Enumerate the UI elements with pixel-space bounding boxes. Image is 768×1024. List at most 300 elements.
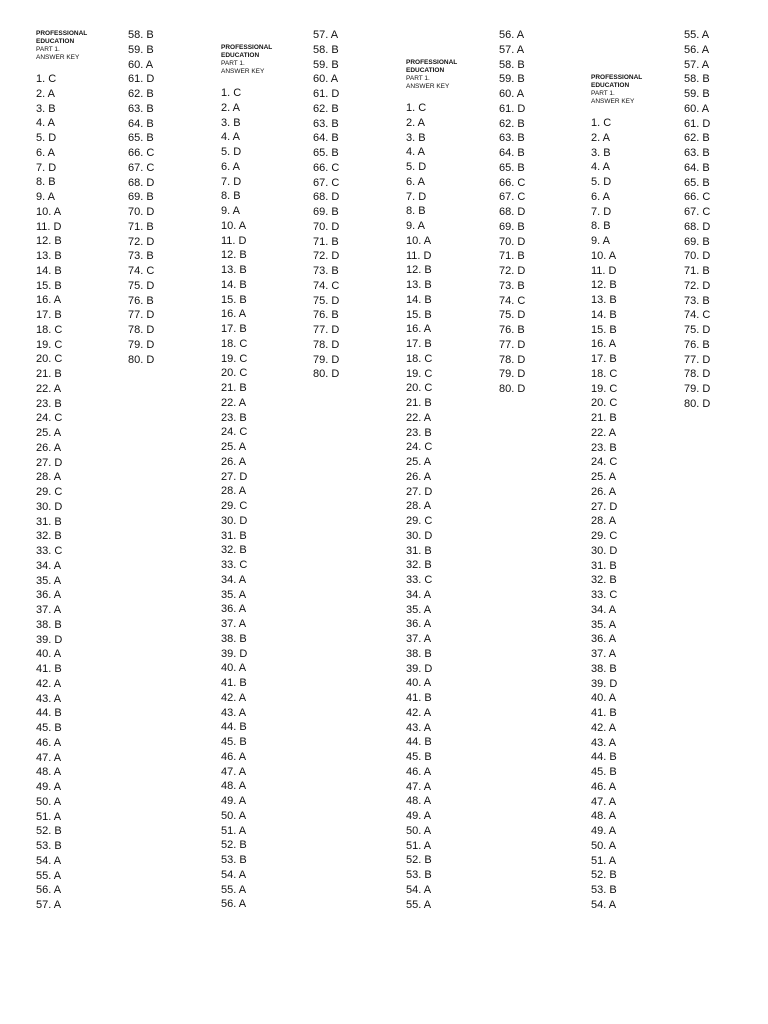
answer-item: 42. A xyxy=(591,721,617,734)
answer-item: 11. D xyxy=(406,249,432,262)
answer-item: 71. B xyxy=(128,220,154,233)
answer-item: 23. B xyxy=(221,411,247,424)
answer-item: 7. D xyxy=(221,175,242,188)
answer-item: 8. B xyxy=(591,220,611,233)
answer-item: 2. A xyxy=(36,87,55,100)
answer-item: 38. B xyxy=(406,647,432,660)
answer-item: 8. B xyxy=(221,190,241,203)
answer-item: 2. A xyxy=(406,116,425,129)
answer-item: 77. D xyxy=(684,353,711,366)
answer-item: 15. B xyxy=(36,279,62,292)
answer-item: 60. A xyxy=(684,102,710,115)
answer-item: 6. A xyxy=(406,175,425,188)
answer-item: 80. D xyxy=(684,397,711,410)
answer-item: 41. B xyxy=(221,677,247,689)
answer-item: 43. A xyxy=(36,692,62,705)
answer-item: 53. B xyxy=(406,869,432,881)
answer-item: 41. B xyxy=(406,692,432,704)
answer-item: 4. A xyxy=(36,117,55,130)
header-subtitle: ANSWER KEY xyxy=(591,98,635,105)
answer-item: 61. D xyxy=(684,117,711,130)
answer-item: 1. C xyxy=(591,117,612,129)
answer-item: 4. A xyxy=(406,146,425,159)
answer-item: 39. D xyxy=(406,662,433,675)
answer-item: 27. D xyxy=(591,500,618,513)
answer-item: 61. D xyxy=(128,73,155,86)
key-header xyxy=(36,30,87,62)
answer-item: 22. A xyxy=(36,382,62,395)
answer-item: 48. A xyxy=(591,810,617,823)
answer-item: 30. D xyxy=(36,500,63,513)
answer-item: 45. B xyxy=(591,766,617,778)
answer-item: 78. D xyxy=(684,368,711,381)
answer-item: 45. B xyxy=(221,736,247,748)
answer-item: 74. C xyxy=(684,309,711,322)
answer-item: 56. A xyxy=(499,29,525,41)
answer-item: 55. A xyxy=(406,898,432,911)
answer-item: 62. B xyxy=(684,132,710,145)
answer-item: 21. B xyxy=(221,382,247,394)
answer-item: 53. B xyxy=(591,884,617,896)
answer-item: 17. B xyxy=(591,353,617,365)
answer-item: 25. A xyxy=(36,427,62,439)
answer-item: 21. B xyxy=(591,412,617,424)
answer-item: 11. D xyxy=(221,234,247,247)
answer-item: 38. B xyxy=(36,618,62,631)
header-subtitle: ANSWER KEY xyxy=(406,83,450,90)
answer-item: 19. C xyxy=(36,338,63,351)
answer-item: 5. D xyxy=(591,176,612,188)
answer-item: 31. B xyxy=(36,515,62,528)
answer-item: 55. A xyxy=(684,29,710,41)
answer-item: 78. D xyxy=(499,353,526,366)
answer-item: 41. B xyxy=(36,663,62,675)
answer-item: 13. B xyxy=(591,294,617,306)
answer-item: 34. A xyxy=(591,603,617,616)
answer-item: 10. A xyxy=(36,205,62,218)
answer-item: 16. A xyxy=(221,308,247,321)
answer-item: 14. B xyxy=(406,293,432,306)
answer-item: 30. D xyxy=(406,529,433,542)
answer-item: 49. A xyxy=(406,810,432,822)
answer-item: 14. B xyxy=(221,278,247,291)
answer-item: 72. D xyxy=(128,235,155,248)
answer-item: 30. D xyxy=(221,514,248,527)
answer-item: 52. B xyxy=(36,825,62,838)
answer-item: 3. B xyxy=(221,116,241,129)
answer-item: 45. B xyxy=(406,751,432,763)
answer-item: 64. B xyxy=(313,132,339,145)
answer-item: 11. D xyxy=(591,264,617,277)
answer-item: 23. B xyxy=(406,426,432,439)
answer-item: 62. B xyxy=(313,102,339,115)
answer-item: 63. B xyxy=(128,102,154,115)
answer-item: 18. C xyxy=(221,337,248,350)
answer-list xyxy=(406,101,457,912)
answer-item: 56. A xyxy=(36,884,62,897)
answer-item: 26. A xyxy=(36,441,62,454)
answer-item: 58. B xyxy=(313,43,339,56)
answer-item: 8. B xyxy=(36,176,56,189)
answer-item: 79. D xyxy=(313,353,340,366)
answer-item: 36. A xyxy=(36,589,62,602)
answer-item: 51. A xyxy=(591,854,617,867)
answer-item: 65. B xyxy=(313,147,339,159)
answer-item: 63. B xyxy=(684,147,710,159)
answer-item: 50. A xyxy=(221,809,247,822)
answer-item: 75. D xyxy=(684,324,711,336)
answer-item: 44. B xyxy=(221,721,247,734)
answer-item: 48. A xyxy=(36,766,62,779)
answer-item: 57. A xyxy=(499,43,525,56)
answer-item: 76. B xyxy=(313,309,339,322)
answer-item: 19. C xyxy=(221,352,248,365)
answer-item: 28. A xyxy=(591,515,617,528)
answer-item: 21. B xyxy=(36,368,62,380)
answer-item: 3. B xyxy=(591,146,611,159)
answer-item: 7. D xyxy=(406,190,427,203)
header-part: PART 1. xyxy=(221,60,245,67)
answer-item: 67. C xyxy=(499,191,526,204)
answer-item: 46. A xyxy=(591,780,617,793)
answer-item: 34. A xyxy=(221,573,247,586)
answer-item: 25. A xyxy=(406,456,432,468)
header-title-line1: PROFESSIONAL xyxy=(36,30,88,37)
answer-item: 9. A xyxy=(406,220,425,232)
answer-item: 20. C xyxy=(406,382,433,395)
answer-item: 16. A xyxy=(406,323,432,336)
answer-item: 36. A xyxy=(591,633,617,646)
answer-item: 32. B xyxy=(406,559,432,572)
answer-item: 24. C xyxy=(406,441,433,454)
answer-item: 40. A xyxy=(36,648,62,661)
header-part: PART 1. xyxy=(406,75,430,82)
answer-item: 65. B xyxy=(128,132,154,145)
answer-item: 35. A xyxy=(36,574,62,587)
answer-item: 43. A xyxy=(221,706,247,719)
answer-item: 24. C xyxy=(36,412,63,425)
answer-key-copy xyxy=(591,74,642,913)
answer-item: 17. B xyxy=(36,309,62,321)
answer-item: 51. A xyxy=(36,810,62,823)
answer-item: 56. A xyxy=(684,43,710,56)
answer-item: 22. A xyxy=(221,396,247,409)
answer-item: 6. A xyxy=(591,190,610,203)
answer-item: 29. C xyxy=(406,515,433,527)
answer-item: 70. D xyxy=(128,206,155,218)
answer-item: 25. A xyxy=(221,441,247,453)
answer-item: 63. B xyxy=(313,117,339,130)
answer-item: 54. A xyxy=(36,854,62,867)
answer-item: 65. B xyxy=(684,176,710,189)
answer-item: 75. D xyxy=(128,279,155,292)
answer-item: 5. D xyxy=(36,132,57,144)
answer-item: 36. A xyxy=(406,618,432,631)
answer-item: 49. A xyxy=(591,825,617,837)
answer-item: 58. B xyxy=(684,73,710,86)
answer-item: 46. A xyxy=(406,765,432,778)
answer-item: 40. A xyxy=(406,677,432,690)
answer-item: 76. B xyxy=(684,338,710,351)
answer-item: 35. A xyxy=(221,588,247,601)
answer-item: 60. A xyxy=(499,88,525,100)
answer-item: 55. A xyxy=(36,869,62,882)
answer-item: 73. B xyxy=(128,250,154,263)
answer-item: 22. A xyxy=(406,411,432,424)
answer-item: 70. D xyxy=(684,250,711,263)
answer-item: 34. A xyxy=(36,559,62,572)
answer-item: 37. A xyxy=(221,618,247,630)
answer-item: 26. A xyxy=(221,455,247,468)
answer-item: 52. B xyxy=(591,869,617,882)
answer-item: 2. A xyxy=(221,101,240,114)
answer-item: 10. A xyxy=(406,234,432,247)
answer-item: 79. D xyxy=(128,338,155,351)
answer-item: 49. A xyxy=(221,795,247,807)
answer-item: 67. C xyxy=(128,161,155,174)
answer-item: 7. D xyxy=(591,205,612,218)
answer-item: 68. D xyxy=(684,220,711,233)
answer-item: 15. B xyxy=(221,293,247,306)
answer-item: 59. B xyxy=(684,88,710,100)
answer-item: 60. A xyxy=(313,73,339,86)
answer-item: 28. A xyxy=(406,500,432,513)
answer-item: 12. B xyxy=(406,264,432,277)
answer-item: 19. C xyxy=(406,367,433,380)
answer-list-continued xyxy=(313,28,339,382)
answer-item: 71. B xyxy=(499,250,525,263)
header-title-line1: PROFESSIONAL xyxy=(406,59,458,66)
answer-item: 64. B xyxy=(684,161,710,174)
answer-item: 38. B xyxy=(591,662,617,675)
header-title-line2: EDUCATION xyxy=(406,67,445,74)
answer-item: 67. C xyxy=(684,206,711,218)
answer-item: 32. B xyxy=(36,530,62,543)
answer-item: 77. D xyxy=(313,324,340,336)
answer-item: 44. B xyxy=(406,736,432,749)
answer-item: 38. B xyxy=(221,632,247,645)
answer-item: 69. B xyxy=(684,235,710,248)
answer-item: 40. A xyxy=(221,662,247,675)
answer-item: 29. C xyxy=(221,500,248,512)
answer-list-continued xyxy=(499,28,525,397)
answer-item: 55. A xyxy=(221,883,247,896)
answer-key-copy xyxy=(221,44,272,912)
answer-item: 4. A xyxy=(591,161,610,174)
answer-item: 41. B xyxy=(591,707,617,719)
answer-item: 26. A xyxy=(406,470,432,483)
answer-item: 74. C xyxy=(499,294,526,307)
answer-item: 37. A xyxy=(36,604,62,616)
answer-item: 74. C xyxy=(313,279,340,292)
answer-item: 71. B xyxy=(684,265,710,277)
header-title-line2: EDUCATION xyxy=(36,38,75,45)
answer-item: 72. D xyxy=(499,265,526,277)
key-header xyxy=(591,74,642,106)
answer-item: 24. C xyxy=(221,426,248,439)
answer-item: 13. B xyxy=(36,250,62,262)
answer-item: 66. C xyxy=(684,191,711,204)
answer-item: 66. C xyxy=(313,161,340,174)
answer-item: 45. B xyxy=(36,722,62,734)
answer-item: 61. D xyxy=(499,102,526,115)
answer-item: 61. D xyxy=(313,88,340,100)
answer-key-copy xyxy=(406,59,457,912)
answer-list xyxy=(221,86,272,912)
answer-item: 23. B xyxy=(591,441,617,454)
answer-item: 29. C xyxy=(591,530,618,542)
header-part: PART 1. xyxy=(591,90,615,97)
answer-item: 69. B xyxy=(128,191,154,204)
answer-item: 13. B xyxy=(221,264,247,276)
answer-item: 1. C xyxy=(36,73,57,85)
answer-item: 1. C xyxy=(221,87,242,99)
answer-item: 29. C xyxy=(36,486,63,498)
answer-item: 72. D xyxy=(684,279,711,292)
answer-item: 70. D xyxy=(313,220,340,233)
answer-item: 51. A xyxy=(221,824,247,837)
answer-item: 8. B xyxy=(406,205,426,218)
answer-item: 16. A xyxy=(591,338,617,351)
answer-item: 57. A xyxy=(684,58,710,71)
answer-item: 19. C xyxy=(591,382,618,395)
answer-item: 42. A xyxy=(406,706,432,719)
answer-item: 62. B xyxy=(499,117,525,130)
answer-item: 57. A xyxy=(36,899,62,911)
answer-item: 33. C xyxy=(591,589,618,601)
answer-item: 33. C xyxy=(406,574,433,586)
answer-item: 50. A xyxy=(591,839,617,852)
answer-item: 10. A xyxy=(221,219,247,232)
answer-item: 42. A xyxy=(221,691,247,704)
answer-item: 6. A xyxy=(36,146,55,159)
answer-item: 68. D xyxy=(128,176,155,189)
answer-item: 21. B xyxy=(406,397,432,409)
answer-item: 73. B xyxy=(313,265,339,277)
answer-item: 68. D xyxy=(499,206,526,218)
answer-item: 43. A xyxy=(591,736,617,749)
answer-item: 14. B xyxy=(591,308,617,321)
answer-item: 62. B xyxy=(128,88,154,100)
answer-list xyxy=(591,116,642,913)
answer-item: 6. A xyxy=(221,160,240,173)
answer-item: 80. D xyxy=(499,383,526,395)
answer-item: 63. B xyxy=(499,132,525,145)
answer-item: 47. A xyxy=(221,765,247,778)
answer-item: 70. D xyxy=(499,235,526,248)
answer-item: 52. B xyxy=(221,839,247,852)
answer-item: 74. C xyxy=(128,265,155,277)
key-header xyxy=(221,44,272,76)
answer-item: 47. A xyxy=(406,780,432,793)
answer-item: 13. B xyxy=(406,279,432,291)
answer-item: 73. B xyxy=(684,294,710,307)
answer-item: 69. B xyxy=(313,206,339,218)
answer-item: 27. D xyxy=(221,470,248,483)
header-title-line1: PROFESSIONAL xyxy=(221,44,273,51)
answer-item: 66. C xyxy=(499,176,526,189)
answer-item: 4. A xyxy=(221,131,240,144)
answer-item: 47. A xyxy=(36,751,62,764)
answer-item: 78. D xyxy=(128,324,155,336)
answer-item: 49. A xyxy=(36,781,62,793)
answer-item: 12. B xyxy=(36,235,62,248)
answer-item: 35. A xyxy=(591,618,617,631)
answer-item: 59. B xyxy=(499,73,525,86)
answer-item: 1. C xyxy=(406,102,427,114)
answer-item: 69. B xyxy=(499,220,525,233)
answer-item: 18. C xyxy=(36,323,63,336)
answer-item: 54. A xyxy=(591,898,617,911)
answer-item: 68. D xyxy=(313,191,340,204)
answer-item: 59. B xyxy=(313,58,339,71)
answer-item: 58. B xyxy=(128,29,154,41)
answer-item: 46. A xyxy=(36,736,62,749)
answer-item: 43. A xyxy=(406,721,432,734)
answer-item: 20. C xyxy=(591,397,618,410)
answer-item: 56. A xyxy=(221,898,247,911)
answer-item: 80. D xyxy=(128,353,155,366)
answer-item: 22. A xyxy=(591,426,617,439)
answer-item: 36. A xyxy=(221,603,247,616)
answer-item: 24. C xyxy=(591,456,618,469)
answer-item: 75. D xyxy=(499,309,526,322)
answer-item: 3. B xyxy=(36,102,56,115)
header-title-line1: PROFESSIONAL xyxy=(591,74,643,81)
answer-item: 39. D xyxy=(221,647,248,660)
answer-item: 18. C xyxy=(591,367,618,380)
answer-item: 73. B xyxy=(499,279,525,292)
answer-item: 46. A xyxy=(221,750,247,763)
answer-item: 17. B xyxy=(221,323,247,335)
answer-item: 71. B xyxy=(313,235,339,248)
answer-item: 53. B xyxy=(221,854,247,866)
answer-item: 15. B xyxy=(591,323,617,336)
answer-item: 79. D xyxy=(499,368,526,381)
answer-item: 54. A xyxy=(221,868,247,881)
answer-item: 78. D xyxy=(313,338,340,351)
answer-item: 3. B xyxy=(406,131,426,144)
answer-item: 31. B xyxy=(406,544,432,557)
answer-item: 80. D xyxy=(313,368,340,381)
answer-item: 42. A xyxy=(36,677,62,690)
answer-item: 54. A xyxy=(406,883,432,896)
answer-item: 76. B xyxy=(128,294,154,307)
answer-item: 12. B xyxy=(221,249,247,262)
answer-item: 39. D xyxy=(36,633,63,646)
answer-item: 27. D xyxy=(406,485,433,498)
answer-item: 25. A xyxy=(591,471,617,483)
answer-item: 72. D xyxy=(313,250,340,263)
answer-item: 34. A xyxy=(406,588,432,601)
answer-item: 33. C xyxy=(221,559,248,571)
answer-item: 16. A xyxy=(36,294,62,307)
answer-item: 58. B xyxy=(499,58,525,71)
answer-item: 57. A xyxy=(313,29,339,41)
answer-item: 32. B xyxy=(221,544,247,557)
answer-item: 27. D xyxy=(36,456,63,469)
answer-item: 37. A xyxy=(406,633,432,645)
answer-item: 9. A xyxy=(36,191,55,203)
answer-item: 39. D xyxy=(591,677,618,690)
answer-item: 64. B xyxy=(128,117,154,130)
answer-item: 75. D xyxy=(313,294,340,307)
answer-item: 28. A xyxy=(221,485,247,498)
answer-item: 20. C xyxy=(36,353,63,366)
answer-item: 32. B xyxy=(591,574,617,587)
answer-item: 44. B xyxy=(36,707,62,720)
answer-item: 47. A xyxy=(591,795,617,808)
